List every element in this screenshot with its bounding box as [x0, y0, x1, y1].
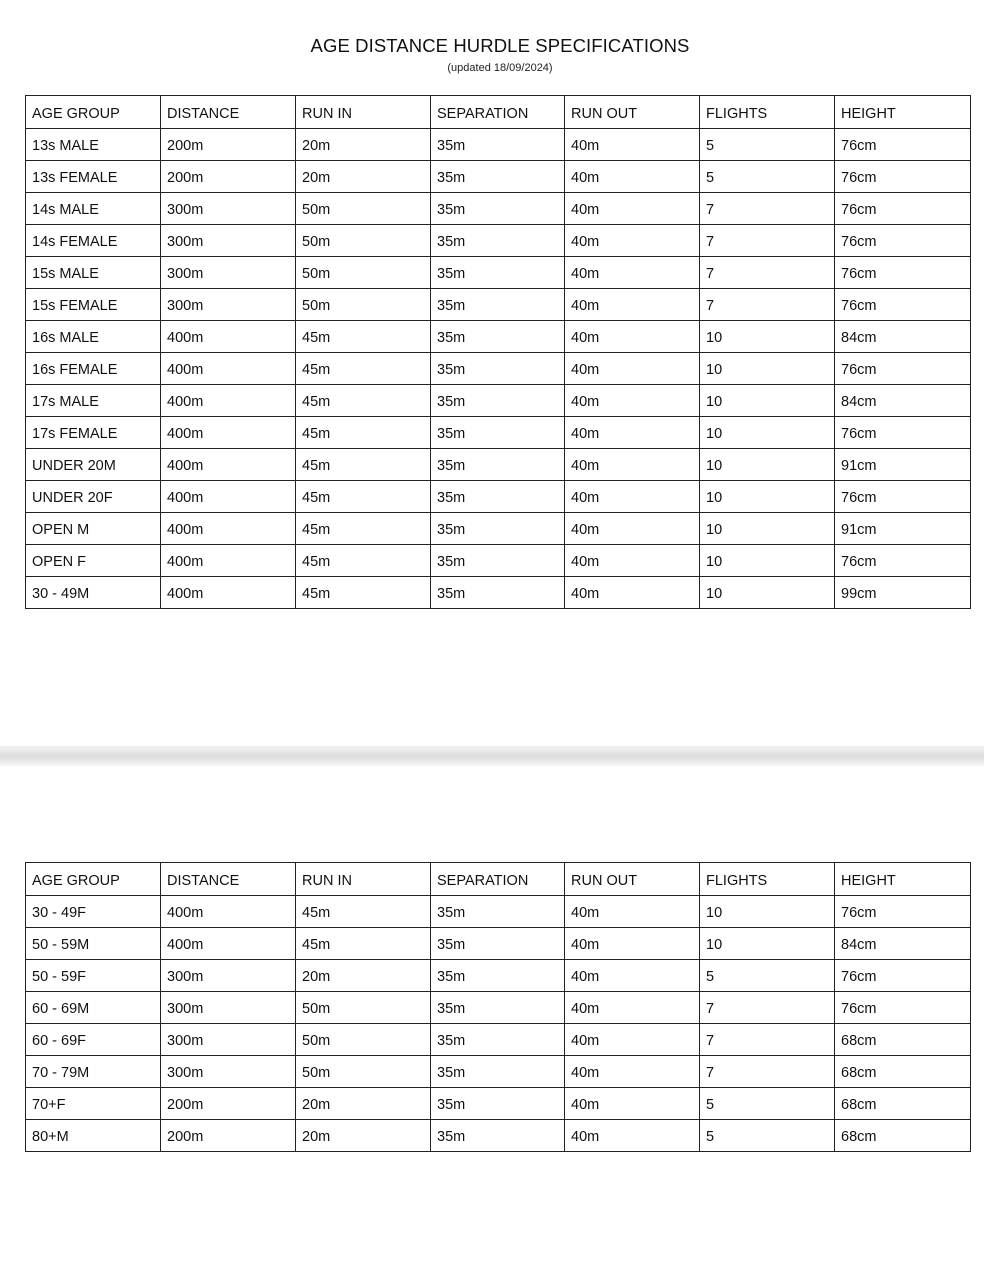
cell-age-group: 70+F	[26, 1088, 161, 1120]
cell-age-group: 16s FEMALE	[26, 353, 161, 385]
cell-height: 76cm	[835, 161, 971, 193]
cell-distance: 400m	[161, 385, 296, 417]
cell-height: 76cm	[835, 353, 971, 385]
cell-height: 76cm	[835, 992, 971, 1024]
cell-age-group: 70 - 79M	[26, 1056, 161, 1088]
cell-run-out: 40m	[565, 1120, 700, 1152]
cell-flights: 10	[700, 449, 835, 481]
cell-height: 68cm	[835, 1088, 971, 1120]
cell-flights: 10	[700, 353, 835, 385]
cell-flights: 7	[700, 193, 835, 225]
cell-distance: 400m	[161, 417, 296, 449]
table-row	[26, 481, 971, 513]
cell-height: 84cm	[835, 928, 971, 960]
column-header-flights: FLIGHTS	[700, 96, 835, 129]
cell-separation: 35m	[431, 193, 565, 225]
table-row	[26, 513, 971, 545]
cell-age-group: 17s FEMALE	[26, 417, 161, 449]
table-row	[26, 321, 971, 353]
header-row	[26, 863, 971, 896]
cell-age-group: 50 - 59F	[26, 960, 161, 992]
cell-run-in: 45m	[296, 321, 431, 353]
cell-height: 76cm	[835, 289, 971, 321]
cell-distance: 300m	[161, 1024, 296, 1056]
column-header-run-out: RUN OUT	[565, 863, 700, 896]
cell-run-out: 40m	[565, 225, 700, 257]
cell-separation: 35m	[431, 129, 565, 161]
column-header-age-group: AGE GROUP	[26, 863, 161, 896]
cell-run-out: 40m	[565, 928, 700, 960]
cell-run-in: 20m	[296, 1120, 431, 1152]
cell-run-out: 40m	[565, 1088, 700, 1120]
cell-run-in: 45m	[296, 896, 431, 928]
cell-separation: 35m	[431, 577, 565, 609]
cell-run-in: 45m	[296, 577, 431, 609]
cell-age-group: UNDER 20F	[26, 481, 161, 513]
cell-age-group: UNDER 20M	[26, 449, 161, 481]
cell-run-out: 40m	[565, 321, 700, 353]
cell-age-group: 60 - 69F	[26, 1024, 161, 1056]
cell-run-in: 45m	[296, 417, 431, 449]
cell-distance: 300m	[161, 1056, 296, 1088]
cell-height: 68cm	[835, 1056, 971, 1088]
column-header-run-in: RUN IN	[296, 96, 431, 129]
table-row	[26, 193, 971, 225]
cell-separation: 35m	[431, 960, 565, 992]
cell-run-in: 45m	[296, 928, 431, 960]
cell-age-group: 13s FEMALE	[26, 161, 161, 193]
cell-run-in: 45m	[296, 513, 431, 545]
cell-distance: 300m	[161, 960, 296, 992]
cell-age-group: OPEN F	[26, 545, 161, 577]
cell-run-in: 50m	[296, 289, 431, 321]
column-header-separation: SEPARATION	[431, 863, 565, 896]
cell-run-out: 40m	[565, 353, 700, 385]
cell-run-out: 40m	[565, 896, 700, 928]
cell-flights: 5	[700, 1120, 835, 1152]
table-row	[26, 896, 971, 928]
cell-distance: 400m	[161, 481, 296, 513]
cell-flights: 10	[700, 928, 835, 960]
cell-distance: 200m	[161, 161, 296, 193]
cell-run-out: 40m	[565, 385, 700, 417]
cell-flights: 10	[700, 385, 835, 417]
cell-age-group: 15s MALE	[26, 257, 161, 289]
cell-distance: 200m	[161, 129, 296, 161]
cell-age-group: 50 - 59M	[26, 928, 161, 960]
cell-age-group: 13s MALE	[26, 129, 161, 161]
cell-height: 84cm	[835, 385, 971, 417]
cell-separation: 35m	[431, 289, 565, 321]
column-header-flights: FLIGHTS	[700, 863, 835, 896]
table-row	[26, 289, 971, 321]
cell-age-group: 14s MALE	[26, 193, 161, 225]
cell-distance: 200m	[161, 1120, 296, 1152]
cell-height: 76cm	[835, 225, 971, 257]
cell-flights: 10	[700, 577, 835, 609]
cell-run-in: 45m	[296, 385, 431, 417]
cell-height: 68cm	[835, 1024, 971, 1056]
cell-flights: 5	[700, 161, 835, 193]
cell-height: 84cm	[835, 321, 971, 353]
cell-height: 76cm	[835, 481, 971, 513]
page-title: AGE DISTANCE HURDLE SPECIFICATIONS	[310, 35, 690, 56]
cell-separation: 35m	[431, 481, 565, 513]
cell-separation: 35m	[431, 992, 565, 1024]
cell-height: 76cm	[835, 193, 971, 225]
cell-height: 91cm	[835, 449, 971, 481]
cell-run-out: 40m	[565, 129, 700, 161]
cell-age-group: 17s MALE	[26, 385, 161, 417]
cell-distance: 400m	[161, 449, 296, 481]
cell-run-in: 20m	[296, 960, 431, 992]
cell-height: 76cm	[835, 896, 971, 928]
cell-run-in: 50m	[296, 1024, 431, 1056]
cell-run-in: 50m	[296, 193, 431, 225]
table-row	[26, 928, 971, 960]
cell-flights: 10	[700, 513, 835, 545]
table-row	[26, 161, 971, 193]
table-row	[26, 417, 971, 449]
column-header-separation: SEPARATION	[431, 96, 565, 129]
column-header-distance: DISTANCE	[161, 863, 296, 896]
cell-flights: 7	[700, 1024, 835, 1056]
hurdle-spec-table-2	[25, 862, 971, 1152]
table-row	[26, 353, 971, 385]
cell-distance: 400m	[161, 353, 296, 385]
cell-flights: 10	[700, 545, 835, 577]
cell-flights: 10	[700, 896, 835, 928]
header-row	[26, 96, 971, 129]
cell-run-out: 40m	[565, 161, 700, 193]
cell-run-in: 50m	[296, 992, 431, 1024]
table-row	[26, 225, 971, 257]
cell-run-in: 50m	[296, 225, 431, 257]
cell-run-in: 50m	[296, 257, 431, 289]
cell-run-in: 20m	[296, 161, 431, 193]
cell-flights: 7	[700, 1056, 835, 1088]
cell-flights: 7	[700, 289, 835, 321]
cell-distance: 400m	[161, 321, 296, 353]
cell-age-group: OPEN M	[26, 513, 161, 545]
column-header-run-out: RUN OUT	[565, 96, 700, 129]
table-row	[26, 545, 971, 577]
cell-height: 76cm	[835, 129, 971, 161]
cell-separation: 35m	[431, 161, 565, 193]
cell-age-group: 60 - 69M	[26, 992, 161, 1024]
cell-run-out: 40m	[565, 289, 700, 321]
cell-flights: 7	[700, 225, 835, 257]
cell-age-group: 15s FEMALE	[26, 289, 161, 321]
cell-flights: 7	[700, 257, 835, 289]
cell-run-in: 45m	[296, 481, 431, 513]
cell-separation: 35m	[431, 545, 565, 577]
table-row	[26, 577, 971, 609]
cell-age-group: 16s MALE	[26, 321, 161, 353]
cell-run-in: 45m	[296, 353, 431, 385]
cell-height: 76cm	[835, 257, 971, 289]
cell-flights: 7	[700, 992, 835, 1024]
table-row	[26, 1088, 971, 1120]
cell-separation: 35m	[431, 417, 565, 449]
cell-separation: 35m	[431, 225, 565, 257]
cell-separation: 35m	[431, 449, 565, 481]
cell-distance: 400m	[161, 577, 296, 609]
cell-separation: 35m	[431, 1024, 565, 1056]
cell-run-out: 40m	[565, 481, 700, 513]
cell-flights: 5	[700, 1088, 835, 1120]
cell-run-out: 40m	[565, 417, 700, 449]
cell-height: 76cm	[835, 545, 971, 577]
cell-run-out: 40m	[565, 513, 700, 545]
cell-height: 91cm	[835, 513, 971, 545]
cell-run-out: 40m	[565, 577, 700, 609]
table-row	[26, 257, 971, 289]
table-row	[26, 992, 971, 1024]
cell-age-group: 80+M	[26, 1120, 161, 1152]
cell-height: 68cm	[835, 1120, 971, 1152]
cell-distance: 300m	[161, 257, 296, 289]
cell-flights: 5	[700, 129, 835, 161]
cell-distance: 300m	[161, 289, 296, 321]
cell-run-out: 40m	[565, 1056, 700, 1088]
cell-run-out: 40m	[565, 992, 700, 1024]
column-header-age-group: AGE GROUP	[26, 96, 161, 129]
cell-separation: 35m	[431, 1056, 565, 1088]
column-header-height: HEIGHT	[835, 863, 971, 896]
page-divider	[0, 746, 984, 766]
cell-distance: 300m	[161, 992, 296, 1024]
updated-date: (updated 18/09/2024)	[447, 62, 553, 74]
cell-separation: 35m	[431, 353, 565, 385]
cell-flights: 10	[700, 321, 835, 353]
cell-separation: 35m	[431, 321, 565, 353]
cell-run-out: 40m	[565, 449, 700, 481]
cell-distance: 200m	[161, 1088, 296, 1120]
cell-run-in: 20m	[296, 1088, 431, 1120]
cell-distance: 400m	[161, 545, 296, 577]
cell-height: 76cm	[835, 417, 971, 449]
cell-separation: 35m	[431, 385, 565, 417]
cell-run-out: 40m	[565, 193, 700, 225]
cell-separation: 35m	[431, 1088, 565, 1120]
cell-separation: 35m	[431, 513, 565, 545]
cell-run-out: 40m	[565, 257, 700, 289]
cell-height: 99cm	[835, 577, 971, 609]
cell-run-in: 45m	[296, 545, 431, 577]
cell-distance: 300m	[161, 225, 296, 257]
column-header-height: HEIGHT	[835, 96, 971, 129]
hurdle-spec-table-1	[25, 95, 971, 609]
cell-flights: 5	[700, 960, 835, 992]
cell-separation: 35m	[431, 928, 565, 960]
table-row	[26, 1024, 971, 1056]
cell-age-group: 30 - 49F	[26, 896, 161, 928]
cell-separation: 35m	[431, 896, 565, 928]
cell-flights: 10	[700, 481, 835, 513]
cell-run-out: 40m	[565, 545, 700, 577]
cell-run-out: 40m	[565, 1024, 700, 1056]
cell-separation: 35m	[431, 257, 565, 289]
cell-flights: 10	[700, 417, 835, 449]
cell-height: 76cm	[835, 960, 971, 992]
column-header-run-in: RUN IN	[296, 863, 431, 896]
cell-run-in: 20m	[296, 129, 431, 161]
cell-run-in: 45m	[296, 449, 431, 481]
cell-age-group: 30 - 49M	[26, 577, 161, 609]
cell-distance: 300m	[161, 193, 296, 225]
cell-run-in: 50m	[296, 1056, 431, 1088]
column-header-distance: DISTANCE	[161, 96, 296, 129]
cell-distance: 400m	[161, 896, 296, 928]
cell-age-group: 14s FEMALE	[26, 225, 161, 257]
cell-run-out: 40m	[565, 960, 700, 992]
cell-distance: 400m	[161, 928, 296, 960]
table-row	[26, 449, 971, 481]
table-row	[26, 129, 971, 161]
table-row	[26, 960, 971, 992]
cell-distance: 400m	[161, 513, 296, 545]
cell-separation: 35m	[431, 1120, 565, 1152]
table-row	[26, 1120, 971, 1152]
table-row	[26, 385, 971, 417]
table-row	[26, 1056, 971, 1088]
